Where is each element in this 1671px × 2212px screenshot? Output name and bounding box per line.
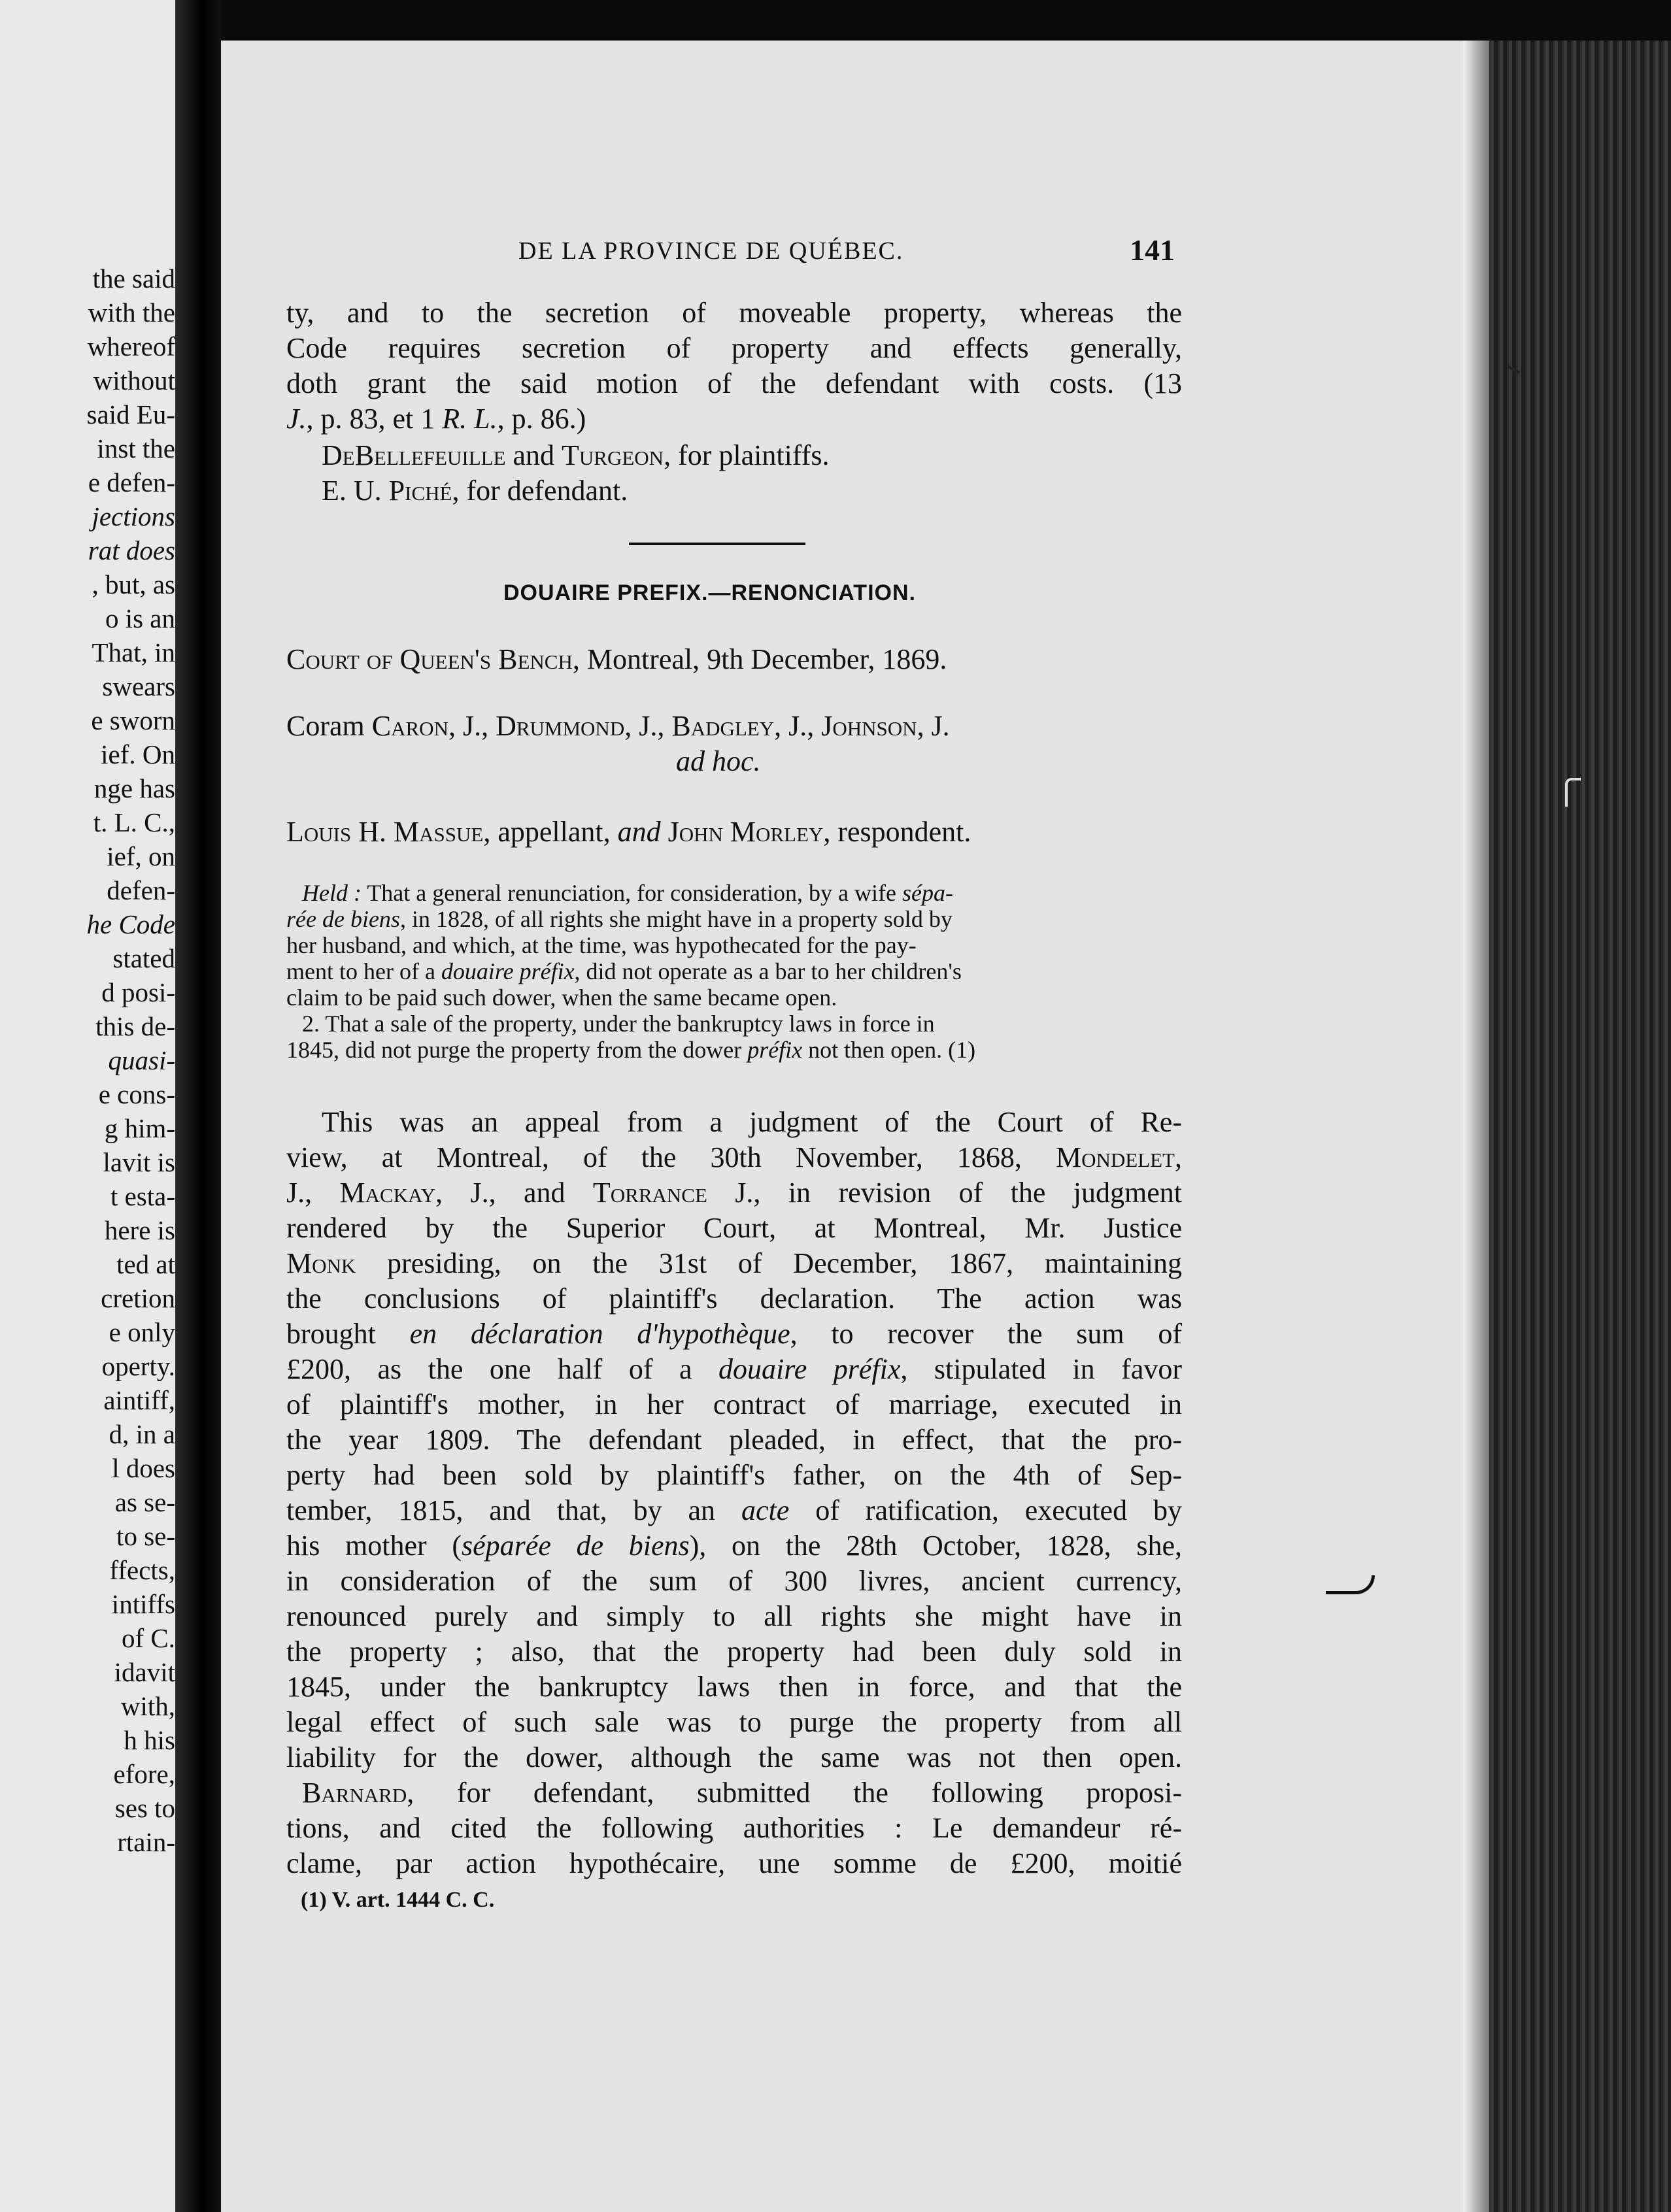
- body-line: rendered by the Superior Court, at Montreal, Mr. Justice: [286, 1212, 1182, 1244]
- left-page-fragment: e only: [109, 1317, 175, 1347]
- running-header: DE LA PROVINCE DE QUÉBEC.: [518, 237, 904, 265]
- coram-ad-hoc: ad hoc.: [676, 745, 761, 777]
- left-page-fragment: h his: [124, 1725, 175, 1755]
- left-page-fragment: e defen-: [88, 467, 175, 497]
- case-heading: DOUAIRE PREFIX.—RENONCIATION.: [503, 580, 916, 605]
- body-line: legal effect of such sale was to purge the property from all: [286, 1706, 1182, 1738]
- left-page-fragment: stated: [112, 943, 175, 973]
- continuation-line: ty, and to the secretion of moveable property, whereas the: [286, 297, 1182, 329]
- left-page-fragment: here is: [104, 1215, 175, 1245]
- left-page-fragment: efore,: [113, 1759, 175, 1789]
- left-page-fragment: as se-: [114, 1487, 175, 1517]
- left-facing-page: [0, 0, 175, 2212]
- body-line: This was an appeal from a judgment of the Court of Re-: [322, 1106, 1182, 1138]
- left-page-fragment: rtain-: [117, 1827, 175, 1857]
- body-line: the conclusions of plaintiff's declaration. The action was: [286, 1282, 1182, 1315]
- left-page-fragment: , but, as: [92, 569, 175, 599]
- body-line: 1845, under the bankruptcy laws then in force, and that the: [286, 1671, 1182, 1703]
- left-page-fragment: without: [93, 365, 175, 395]
- left-page-fragment: ses to: [114, 1793, 175, 1823]
- body-line: J., Mackay, J., and Torrance J., in revision of the judgment: [286, 1177, 1182, 1209]
- left-page-fragment: g him-: [104, 1113, 175, 1143]
- left-page-fragment: lavit is: [103, 1147, 175, 1177]
- left-page-fragment: nge has: [93, 773, 175, 803]
- body-line: renounced purely and simply to all rights she might have in: [286, 1600, 1182, 1632]
- left-page-fragment: jections: [92, 501, 175, 531]
- body-line: in consideration of the sum of 300 livres, ancient currency,: [286, 1565, 1182, 1597]
- coram-line: Coram Caron, J., Drummond, J., Badgley, J., Johnson, J.: [286, 710, 950, 742]
- left-page-fragment: inst the: [97, 433, 175, 463]
- held-line: rée de biens, in 1828, of all rights she might have in a property sold by: [286, 906, 953, 932]
- left-page-fragment: rat does: [88, 535, 175, 565]
- body-line: perty had been sold by plaintiff's father, on the 4th of Sep-: [286, 1459, 1182, 1491]
- left-page-fragment: d, in a: [109, 1419, 175, 1449]
- left-page-fragment: e sworn: [91, 705, 175, 735]
- left-page-fragment: to se-: [116, 1521, 175, 1551]
- left-page-fragment: idavit: [114, 1657, 175, 1687]
- left-page-fragment: with,: [120, 1691, 175, 1721]
- footnote: (1) V. art. 1444 C. C.: [301, 1888, 495, 1912]
- body-line: his mother (séparée de biens), on the 28th October, 1828, she,: [286, 1530, 1182, 1562]
- left-page-fragment: o is an: [105, 603, 175, 633]
- left-page-fragment: ief. On: [101, 739, 175, 769]
- left-page-fragment: with the: [88, 297, 175, 327]
- left-page-fragment: he Code: [86, 909, 175, 939]
- left-page-fragment: cretion: [101, 1283, 175, 1313]
- continuation-line: Code requires secretion of property and effects generally,: [286, 332, 1182, 364]
- counsel-defendant: E. U. Piché, for defendant.: [322, 475, 628, 507]
- held-line: ment to her of a douaire préfix, did not operate as a bar to her children's: [286, 958, 962, 984]
- left-page-fragment: ffects,: [109, 1555, 175, 1585]
- left-page-fragment: t. L. C.,: [93, 807, 175, 837]
- left-page-fragment: the said: [92, 263, 175, 293]
- parties-line: Louis H. Massue, appellant, and John Morley, respondent.: [286, 816, 971, 848]
- continuation-citation: J., p. 83, et 1 R. L., p. 86.): [286, 403, 586, 435]
- left-page-fragment: quasi-: [108, 1045, 175, 1075]
- left-page-fragment: operty.: [101, 1351, 175, 1381]
- held-line: 2. That a sale of the property, under the bankruptcy laws in force in: [302, 1011, 935, 1037]
- left-page-fragment: e cons-: [98, 1079, 175, 1109]
- body-line: tember, 1815, and that, by an acte of ratification, executed by: [286, 1494, 1183, 1526]
- body-line: tions, and cited the following authorities : Le demandeur ré-: [286, 1812, 1182, 1844]
- section-divider: [629, 543, 805, 545]
- body-line: view, at Montreal, of the 30th November, 1868, Mondelet,: [286, 1141, 1182, 1173]
- body-line: £200, as the one half of a douaire préfix, stipulated in favor: [286, 1353, 1183, 1385]
- left-page-fragment: ief, on: [107, 841, 175, 871]
- page-stack-edge: [1463, 41, 1671, 2212]
- counsel-plaintiffs: DeBellefeuille and Turgeon, for plaintiffs.: [322, 439, 830, 471]
- left-page-fragment: ted at: [116, 1249, 175, 1279]
- left-page-fragment: l does: [112, 1453, 175, 1483]
- held-line: her husband, and which, at the time, was hypothecated for the pay-: [286, 932, 917, 958]
- left-page-fragment: swears: [102, 671, 175, 701]
- left-page-fragment: That, in: [92, 637, 175, 667]
- left-page-fragment: aintiff,: [103, 1385, 175, 1415]
- left-page-fragment: of C.: [122, 1623, 175, 1653]
- held-line: Held : That a general renunciation, for consideration, by a wife sépa-: [302, 880, 953, 906]
- body-line: brought en déclaration d'hypothèque, to recover the sum of: [286, 1318, 1182, 1350]
- left-page-fragment: defen-: [107, 875, 175, 905]
- body-line: liability for the dower, although the same was not then open.: [286, 1741, 1182, 1773]
- body-line: Barnard, for defendant, submitted the following proposi-: [302, 1777, 1182, 1809]
- continuation-line: doth grant the said motion of the defendant with costs. (13: [286, 367, 1182, 399]
- body-line: the year 1809. The defendant pleaded, in effect, that the pro-: [286, 1424, 1182, 1456]
- page-number: 141: [1130, 233, 1175, 267]
- margin-mark: [1565, 778, 1581, 807]
- body-line: the property ; also, that the property had been duly sold in: [286, 1635, 1182, 1667]
- left-page-fragment: whereof: [87, 331, 175, 361]
- held-line: claim to be paid such dower, when the same became open.: [286, 984, 837, 1011]
- left-page-fragment: t esta-: [110, 1181, 175, 1211]
- left-page-fragment: this de-: [95, 1011, 175, 1041]
- left-page-fragment: d posi-: [101, 977, 175, 1007]
- body-line: clame, par action hypothécaire, une somme de £200, moitié: [286, 1847, 1182, 1879]
- book-gutter: [175, 0, 221, 2212]
- left-page-fragment: said Eu-: [86, 399, 175, 429]
- held-line: 1845, did not purge the property from the dower préfix not then open. (1): [286, 1037, 976, 1063]
- court-line: Court of Queen's Bench, Montreal, 9th December, 1869.: [286, 643, 947, 675]
- left-page-fragment: intiffs: [111, 1589, 175, 1619]
- body-line: Monk presiding, on the 31st of December, 1867, maintaining: [286, 1247, 1182, 1279]
- body-line: of plaintiff's mother, in her contract of marriage, executed in: [286, 1388, 1182, 1420]
